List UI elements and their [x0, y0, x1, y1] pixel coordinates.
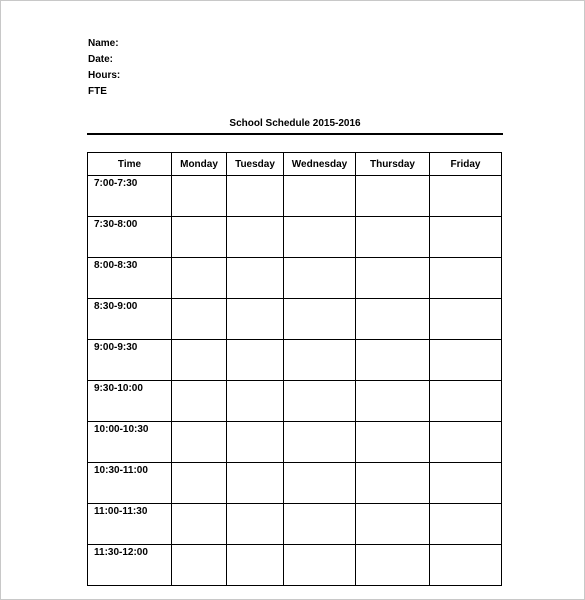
- schedule-cell[interactable]: [172, 504, 227, 545]
- schedule-cell[interactable]: [356, 545, 430, 586]
- table-row: [88, 545, 502, 586]
- schedule-cell[interactable]: [172, 340, 227, 381]
- schedule-cell[interactable]: [227, 299, 284, 340]
- schedule-cell[interactable]: [172, 176, 227, 217]
- table-row: [88, 176, 502, 217]
- schedule-cell[interactable]: [356, 381, 430, 422]
- schedule-cell[interactable]: [284, 381, 356, 422]
- schedule-cell[interactable]: [227, 463, 284, 504]
- column-header-monday: Monday: [172, 153, 227, 176]
- schedule-cell[interactable]: [172, 299, 227, 340]
- column-header-time: Time: [88, 153, 172, 176]
- time-slot-cell: 8:30-9:00: [88, 299, 172, 340]
- schedule-cell[interactable]: [430, 299, 502, 340]
- time-slot-cell: 9:30-10:00: [88, 381, 172, 422]
- schedule-cell[interactable]: [227, 340, 284, 381]
- schedule-cell[interactable]: [284, 422, 356, 463]
- time-slot-cell: 10:30-11:00: [88, 463, 172, 504]
- schedule-cell[interactable]: [227, 381, 284, 422]
- time-slot-cell: 7:30-8:00: [88, 217, 172, 258]
- schedule-cell[interactable]: [356, 463, 430, 504]
- schedule-cell[interactable]: [356, 422, 430, 463]
- schedule-cell[interactable]: [227, 258, 284, 299]
- table-header-row: [88, 153, 502, 176]
- schedule-cell[interactable]: [430, 340, 502, 381]
- column-header-tuesday: Tuesday: [227, 153, 284, 176]
- schedule-cell[interactable]: [430, 463, 502, 504]
- table-row: [88, 463, 502, 504]
- time-slot-cell: 11:00-11:30: [88, 504, 172, 545]
- schedule-cell[interactable]: [227, 545, 284, 586]
- schedule-cell[interactable]: [284, 299, 356, 340]
- schedule-cell[interactable]: [227, 422, 284, 463]
- time-slot-cell: 11:30-12:00: [88, 545, 172, 586]
- schedule-cell[interactable]: [356, 340, 430, 381]
- schedule-cell[interactable]: [430, 504, 502, 545]
- hours-label: Hours:: [88, 70, 121, 81]
- time-slot-cell: 9:00-9:30: [88, 340, 172, 381]
- schedule-cell[interactable]: [430, 176, 502, 217]
- title-divider: [87, 133, 503, 135]
- schedule-cell[interactable]: [430, 422, 502, 463]
- schedule-cell[interactable]: [356, 299, 430, 340]
- schedule-cell[interactable]: [172, 422, 227, 463]
- schedule-cell[interactable]: [284, 340, 356, 381]
- schedule-cell[interactable]: [356, 217, 430, 258]
- schedule-cell[interactable]: [356, 258, 430, 299]
- table-row: [88, 381, 502, 422]
- schedule-cell[interactable]: [356, 176, 430, 217]
- column-header-friday: Friday: [430, 153, 502, 176]
- schedule-cell[interactable]: [356, 504, 430, 545]
- time-slot-cell: 8:00-8:30: [88, 258, 172, 299]
- table-row: [88, 504, 502, 545]
- schedule-cell[interactable]: [172, 545, 227, 586]
- schedule-cell[interactable]: [284, 217, 356, 258]
- schedule-cell[interactable]: [227, 176, 284, 217]
- column-header-thursday: Thursday: [356, 153, 430, 176]
- schedule-table: [87, 152, 502, 586]
- column-header-wednesday: Wednesday: [284, 153, 356, 176]
- schedule-cell[interactable]: [227, 504, 284, 545]
- table-row: [88, 299, 502, 340]
- schedule-cell[interactable]: [284, 504, 356, 545]
- date-label: Date:: [88, 54, 114, 65]
- schedule-cell[interactable]: [430, 545, 502, 586]
- schedule-cell[interactable]: [284, 463, 356, 504]
- schedule-cell[interactable]: [172, 381, 227, 422]
- table-row: [88, 258, 502, 299]
- name-label: Name:: [88, 38, 119, 49]
- table-row: [88, 340, 502, 381]
- schedule-title: School Schedule 2015-2016: [229, 118, 361, 129]
- table-row: [88, 217, 502, 258]
- schedule-cell[interactable]: [430, 381, 502, 422]
- schedule-cell[interactable]: [430, 258, 502, 299]
- fte-label: FTE: [88, 86, 107, 97]
- schedule-cell[interactable]: [284, 176, 356, 217]
- schedule-cell[interactable]: [284, 545, 356, 586]
- schedule-cell[interactable]: [284, 258, 356, 299]
- time-slot-cell: 10:00-10:30: [88, 422, 172, 463]
- table-row: [88, 422, 502, 463]
- schedule-cell[interactable]: [227, 217, 284, 258]
- schedule-cell[interactable]: [172, 217, 227, 258]
- schedule-cell[interactable]: [430, 217, 502, 258]
- schedule-cell[interactable]: [172, 258, 227, 299]
- schedule-cell[interactable]: [172, 463, 227, 504]
- employee-info-fields: [88, 36, 120, 100]
- time-slot-cell: 7:00-7:30: [88, 176, 172, 217]
